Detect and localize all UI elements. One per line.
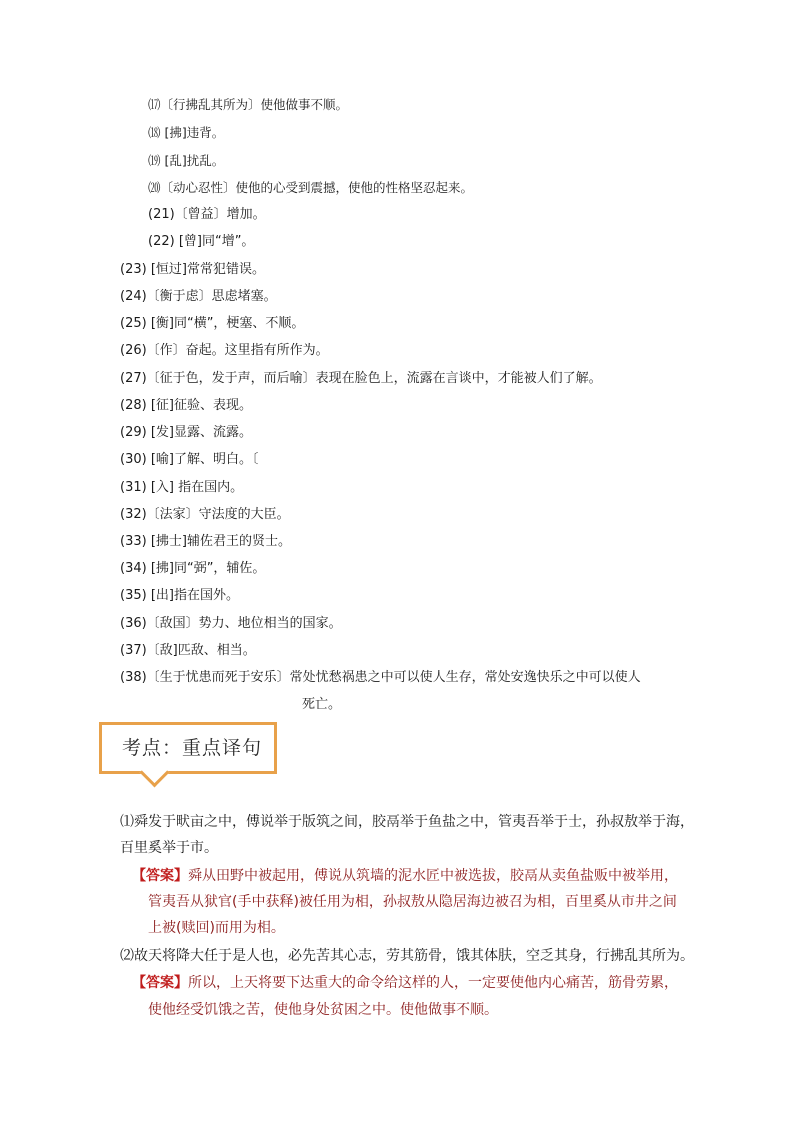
note-32: (32)〔法家〕守法度的大臣。 bbox=[120, 507, 290, 522]
note-23: (23) [恒过]常常犯错误。 bbox=[120, 262, 265, 277]
note-27: (27)〔征于色，发于声，而后喻〕表现在脸色上，流露在言谈中，才能被人们了解。 bbox=[120, 371, 602, 386]
answer-text: 所以，上天将要下达重大的命令给这样的人，一定要使他内心痛苦，筋骨劳累， bbox=[188, 975, 678, 991]
note-30: (30) [喻]了解、明白。〔 bbox=[120, 452, 259, 467]
note-20: ⒇〔动心忍性〕使他的心受到震撼，使他的性格坚忍起来。 bbox=[148, 180, 474, 195]
note-37: (37)〔敌]匹敌、相当。 bbox=[120, 643, 256, 658]
callout-notch bbox=[140, 758, 170, 788]
note-34: (34) [拂]同“弼”，辅佐。 bbox=[120, 561, 266, 576]
answer-1-line-1 bbox=[132, 866, 678, 886]
note-22: (22) [曾]同“增”。 bbox=[148, 234, 255, 249]
answer-tag: 【答案】 bbox=[132, 975, 188, 991]
note-24: (24)〔衡于虑〕思虑堵塞。 bbox=[120, 289, 277, 304]
section-callout bbox=[99, 722, 277, 774]
note-25: (25) [衡]同“横”，梗塞、不顺。 bbox=[120, 316, 305, 331]
note-17: ⒄〔行拂乱其所为〕使他做事不顺。 bbox=[148, 97, 349, 112]
answer-1-line-3: 上被(赎回)而用为相。 bbox=[148, 920, 285, 936]
note-31: (31) [入] 指在国内。 bbox=[120, 480, 244, 495]
question-1-line-2: 百里奚举于市。 bbox=[120, 840, 218, 856]
note-18: ⒅ [拂]违背。 bbox=[148, 125, 225, 140]
question-2-line-1: ⑵故天将降大任于是人也，必先苦其心志，劳其筋骨，饿其体肤，空乏其身，行拂乱其所为。 bbox=[120, 948, 694, 964]
answer-2-line-2: 使他经受饥饿之苦，使他身处贫困之中。使他做事不顺。 bbox=[148, 1002, 498, 1018]
note-36: (36)〔敌国〕势力、地位相当的国家。 bbox=[120, 616, 342, 631]
answer-text: 舜从田野中被起用，傅说从筑墙的泥水匠中被选拔，胶鬲从卖鱼盐贩中被举用， bbox=[188, 868, 678, 884]
note-19: ⒆ [乱]扰乱。 bbox=[148, 153, 225, 168]
answer-1-line-2: 管夷吾从狱官(手中获释)被任用为相，孙叔敖从隐居海边被召为相，百里奚从市井之间 bbox=[148, 894, 677, 910]
note-21: (21)〔曾益〕增加。 bbox=[148, 207, 266, 222]
question-1-line-1: ⑴舜发于畎亩之中，傅说举于版筑之间，胶鬲举于鱼盐之中，管夷吾举于士，孙叔敖举于海， bbox=[120, 814, 694, 830]
note-29: (29) [发]显露、流露。 bbox=[120, 425, 252, 440]
answer-2-line-1 bbox=[132, 973, 678, 993]
section-title: 考点：重点译句 bbox=[122, 737, 263, 759]
answer-tag: 【答案】 bbox=[132, 868, 188, 884]
note-26: (26)〔作〕奋起。这里指有所作为。 bbox=[120, 343, 329, 358]
note-28: (28) [征]征验、表现。 bbox=[120, 398, 252, 413]
note-35: (35) [出]指在国外。 bbox=[120, 588, 239, 603]
note-38-continuation: 死亡。 bbox=[302, 697, 342, 712]
note-33: (33) [拂士]辅佐君王的贤士。 bbox=[120, 534, 291, 549]
note-38: (38)〔生于忧患而死于安乐〕常处忧愁祸患之中可以使人生存，常处安逸快乐之中可以使人 bbox=[120, 670, 641, 685]
